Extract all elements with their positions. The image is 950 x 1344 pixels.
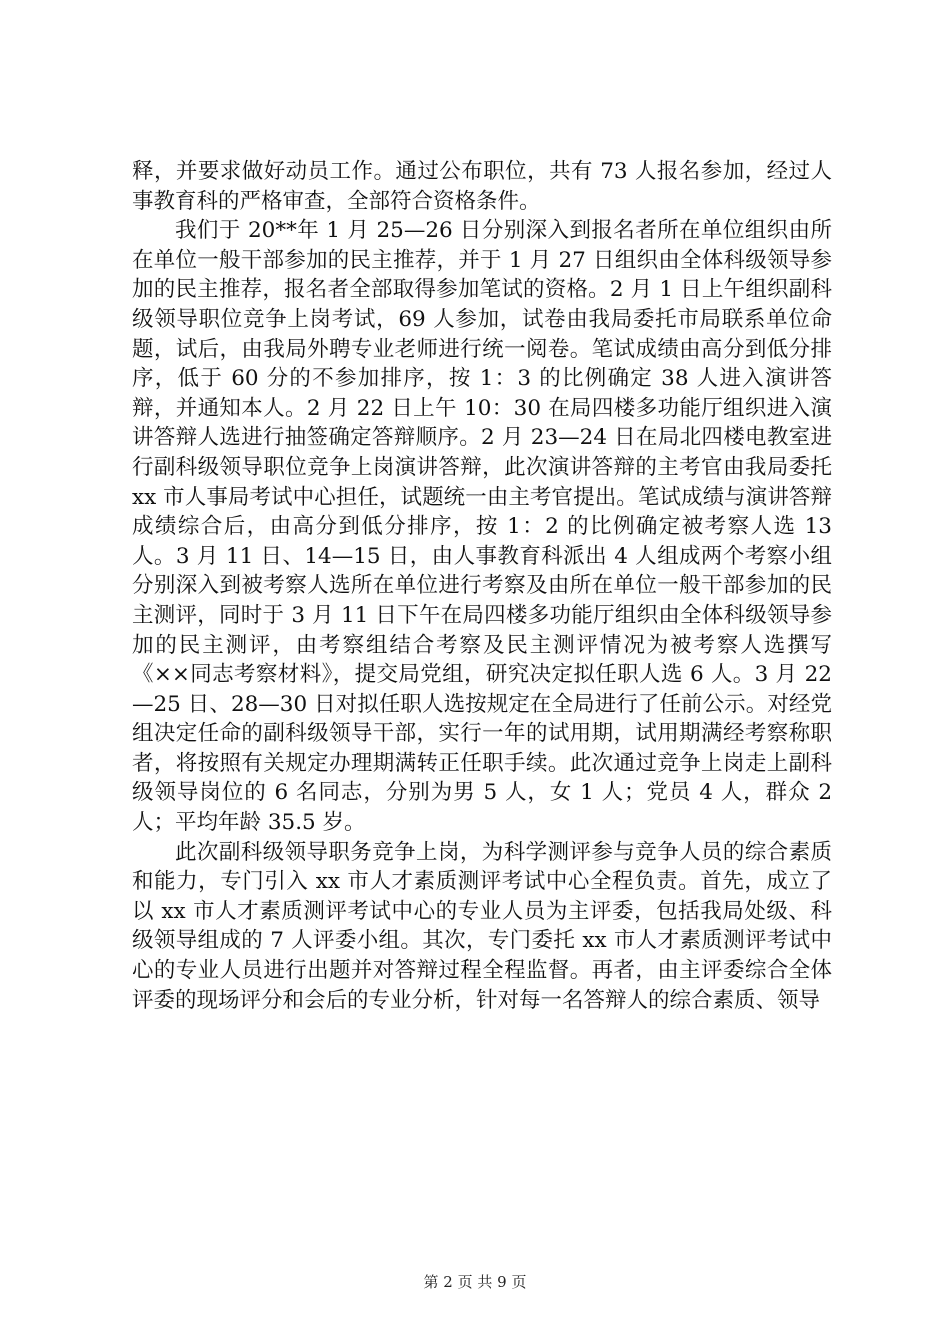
paragraph-2: 我们于 20**年 1 月 25—26 日分别深入到报名者所在单位组织由所在单位一般干部参加的民主推荐，并于 1 月 27 日组织由全体科级领导参加的民主推荐，报名者全部取得参加笔试的资格。2 月 1 日上午组织副科级领导职位竞争上岗考试，69 人参加，试卷由我局委托市局联系单位命题，试后，由我局外聘专业老师进行统一阅卷。笔试成绩由高分到低分排序，低于 60 分的不参加排序，按 1：3 的比例确定 38 人进入演讲答辩，并通知本人。2 月 22 日上午 10：30 在局四楼多功能厅组织进入演讲答辩人选进行抽签确定答辩顺序。2 月 23—24 日在局北四楼电教室进行副科级领导职位竞争上岗演讲答辩，此次演讲答辩的主考官由我局委托 xx 市人事局考试中心担任，试题统一由主考官提出。笔试成绩与演讲答辩成绩综合后，由高分到低分排序，按 1：2 的比例确定被考察人选 13 人。3 月 11 日、14—15 日，由人事教育科派出 4 人组成两个考察小组分别深入到被考察人选所在单位进行考察及由所在单位一般干部参加的民主测评，同时于 3 月 11 日下午在局四楼多功能厅组织由全体科级领导参加的民主测评，由考察组结合考察及民主测评情况为被考察人选撰写《××同志考察材料》，提交局党组，研究决定拟任职人选 6 人。3 月 22—25 日、28—30 日对拟任职人选按规定在全局进行了任前公示。对经党组决定任命的副科级领导干部，实行一年的试用期，试用期满经考察称职者，将按照有关规定办理期满转正任职手续。此次通过竞争上岗走上副科级领导岗位的 6 名同志，分别为男 5 人，女 1 人；党员 4 人，群众 2 人；平均年龄 35.5 岁。 [132,218,832,836]
paragraph-3: 此次副科级领导职务竞争上岗，为科学测评参与竞争人员的综合素质和能力，专门引入 xx 市人才素质测评考试中心全程负责。首先，成立了以 xx 市人才素质测评考试中心的专业人员为主评委，包括我局处级、科级领导组成的 7 人评委小组。其次，专门委托 xx 市人才素质测评考试中心的专业人员进行出题并对答辩过程全程监督。再者，由主评委综合全体评委的现场评分和会后的专业分析，针对每一名答辩人的综合素质、领导 [132,839,832,1013]
document-body [132,157,832,1015]
page-number-footer: 第 2 页 共 9 页 [423,1273,527,1291]
paragraph-1: 释，并要求做好动员工作。通过公布职位，共有 73 人报名参加，经过人事教育科的严格审查，全部符合资格条件。 [132,159,832,214]
